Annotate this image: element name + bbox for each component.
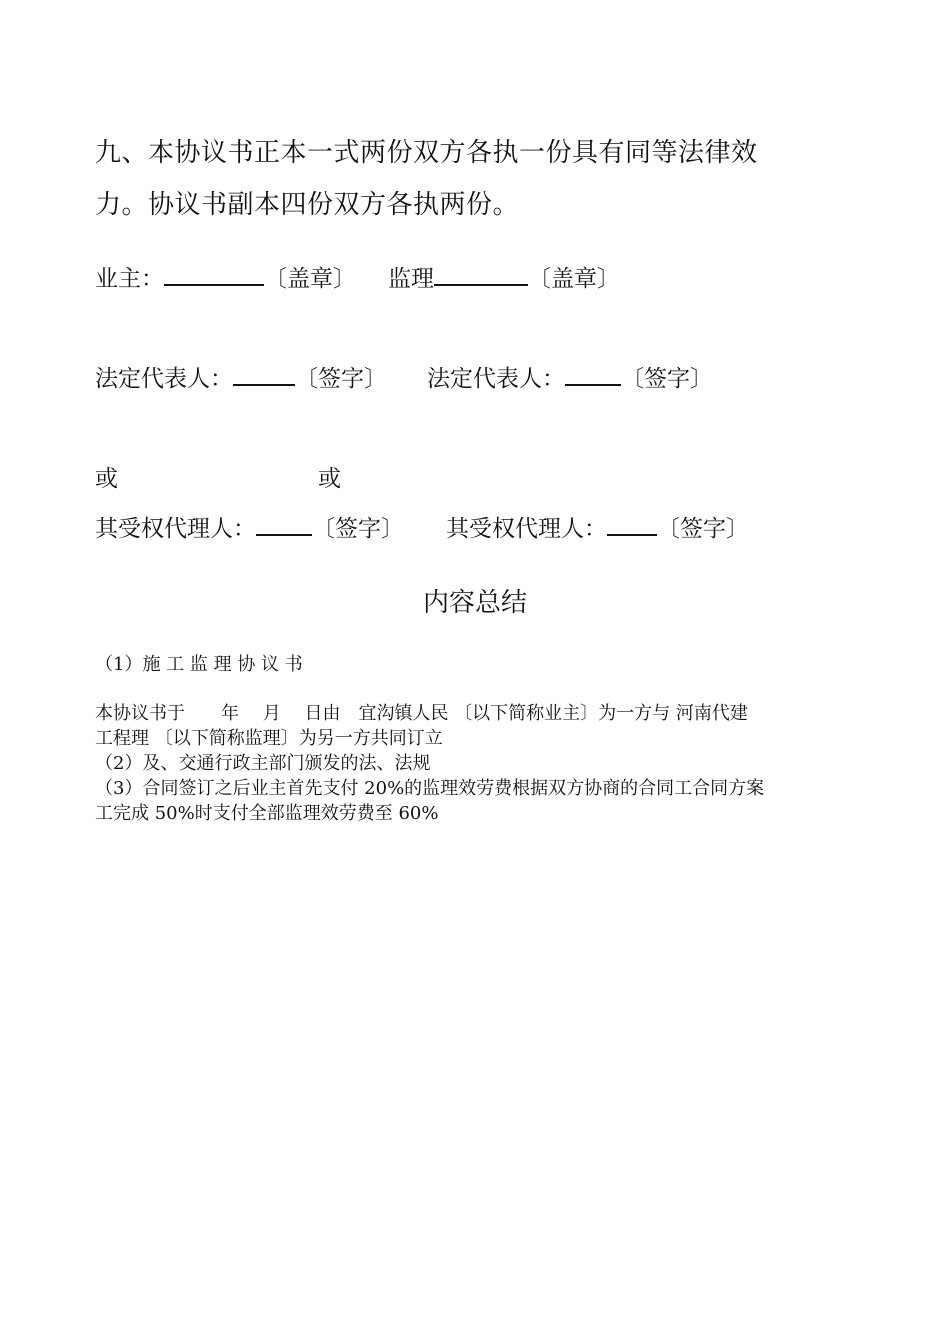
clause-9-line-2: 力。协议书副本四份双方各执两份。 — [95, 190, 520, 220]
agent-sign-note-2: 〔签字〕 — [657, 516, 749, 542]
legal-rep-blank-2 — [565, 364, 621, 386]
owner-seal-row — [95, 260, 356, 293]
legal-rep-label-1: 法定代表人： — [95, 366, 233, 392]
owner-signature-blank — [164, 264, 264, 286]
agent-row-1 — [95, 510, 404, 543]
agent-label-2: 其受权代理人： — [446, 516, 607, 542]
agent-row-2 — [446, 510, 749, 543]
summary-title: 内容总结 — [422, 588, 527, 618]
agent-label-1: 其受权代理人： — [95, 516, 256, 542]
legal-rep-label-2: 法定代表人： — [427, 366, 565, 392]
agent-blank-1 — [256, 514, 312, 536]
summary-item-1: （1）施 工 监 理 协 议 书 — [95, 654, 303, 675]
summary-item-2: （2）及、交通行政主部门颁发的法、法规 — [95, 753, 431, 774]
or-text-1: 或 — [95, 466, 118, 492]
legal-rep-sign-note-1: 〔签字〕 — [295, 366, 387, 392]
summary-paragraph-line-2: 工程理 〔以下简称监理〕为另一方共同订立 — [95, 728, 443, 749]
clause-9-line-1: 九、本协议书正本一式两份双方各执一份具有同等法律效 — [95, 138, 758, 168]
legal-rep-sign-note-2: 〔签字〕 — [621, 366, 713, 392]
legal-rep-row-1 — [95, 360, 387, 393]
summary-item-3-line-1: （3）合同签订之后业主首先支付 20%的监理效劳费根据双方协商的合同工合同方案 — [95, 778, 765, 799]
owner-label: 业主： — [95, 266, 164, 292]
agent-sign-note-1: 〔签字〕 — [312, 516, 404, 542]
agent-blank-2 — [607, 514, 657, 536]
supervisor-seal-note: 〔盖章〕 — [528, 266, 620, 292]
summary-item-3-line-2: 工完成 50%时支付全部监理效劳费至 60% — [95, 803, 439, 824]
supervisor-seal-row — [388, 260, 620, 293]
legal-rep-row-2 — [427, 360, 713, 393]
supervisor-signature-blank — [434, 264, 528, 286]
summary-paragraph-line-1: 本协议书于 年 月 日由 宜沟镇人民 〔以下简称业主〕为一方与 河南代建 — [95, 703, 748, 724]
or-text-2: 或 — [318, 466, 341, 492]
legal-rep-blank-1 — [233, 364, 295, 386]
owner-seal-note: 〔盖章〕 — [264, 266, 356, 292]
supervisor-label: 监理 — [388, 266, 434, 292]
